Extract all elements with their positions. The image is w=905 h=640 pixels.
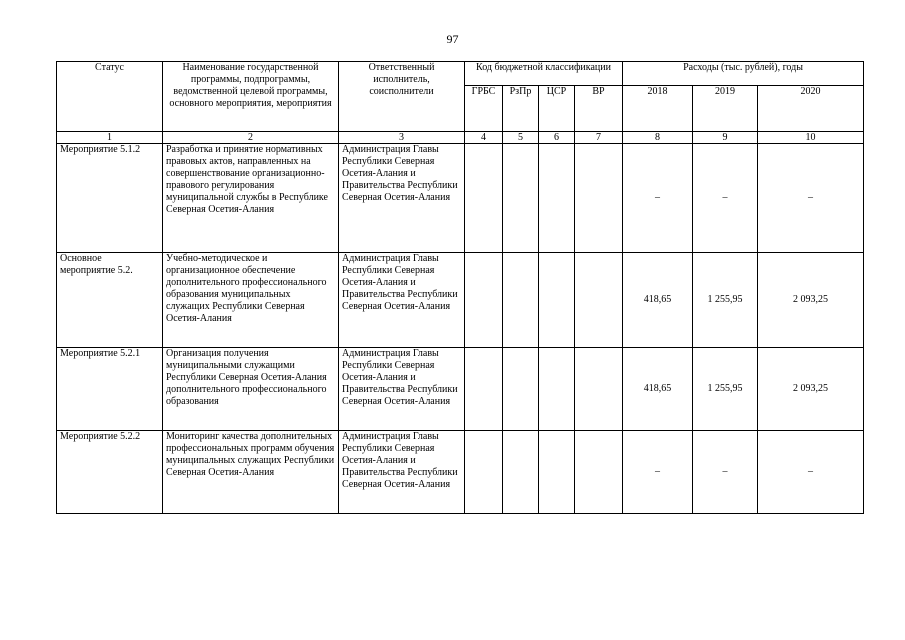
vr-cell (575, 253, 623, 348)
column-number: 10 (758, 132, 864, 144)
header-expenses: Расходы (тыс. рублей), годы (623, 62, 864, 86)
expense-2019-cell: – (693, 431, 758, 514)
expense-2020-cell: – (758, 144, 864, 253)
table-header (57, 62, 864, 132)
expense-2018-cell: 418,65 (623, 253, 693, 348)
header-vr: ВР (575, 86, 623, 132)
page-number: 97 (446, 32, 459, 46)
vr-cell (575, 431, 623, 514)
column-number: 1 (57, 132, 163, 144)
status-cell: Мероприятие 5.1.2 (57, 144, 163, 253)
header-name: Наименование государственной программы, подпрограммы, ведомственной целевой программы, основного мероприятия, мероприятия (163, 62, 339, 132)
executor-cell: Администрация Главы Республики Северная Осетия-Алания и Правительства Республики Северная Осетия-Алания (339, 348, 465, 431)
column-number: 2 (163, 132, 339, 144)
name-cell: Организация получения муниципальными служащими Республики Северная Осетия-Алания дополнительного профессионального образования (163, 348, 339, 431)
table-row (57, 348, 864, 431)
expense-2019-cell: 1 255,95 (693, 348, 758, 431)
expense-2019-cell: – (693, 144, 758, 253)
executor-cell: Администрация Главы Республики Северная Осетия-Алания и Правительства Республики Северная Осетия-Алания (339, 253, 465, 348)
csr-cell (539, 144, 575, 253)
header-grbs: ГРБС (465, 86, 503, 132)
header-status: Статус (57, 62, 163, 132)
header-year-2020: 2020 (758, 86, 864, 132)
header-year-2019: 2019 (693, 86, 758, 132)
column-number: 8 (623, 132, 693, 144)
rzpr-cell (503, 144, 539, 253)
csr-cell (539, 253, 575, 348)
expense-2020-cell: 2 093,25 (758, 348, 864, 431)
expense-2020-cell: 2 093,25 (758, 253, 864, 348)
status-cell: Мероприятие 5.2.1 (57, 348, 163, 431)
grbs-cell (465, 348, 503, 431)
rzpr-cell (503, 348, 539, 431)
table-row (57, 144, 864, 253)
column-number: 9 (693, 132, 758, 144)
executor-cell: Администрация Главы Республики Северная Осетия-Алания и Правительства Республики Северная Осетия-Алания (339, 431, 465, 514)
header-executor: Ответственный исполнитель, соисполнители (339, 62, 465, 132)
status-cell: Мероприятие 5.2.2 (57, 431, 163, 514)
name-cell: Мониторинг качества дополнительных профессиональных программ обучения муниципальных служащих Республики Северная Осетия-Алания (163, 431, 339, 514)
rzpr-cell (503, 431, 539, 514)
grbs-cell (465, 431, 503, 514)
status-cell: Основное мероприятие 5.2. (57, 253, 163, 348)
vr-cell (575, 144, 623, 253)
rzpr-cell (503, 253, 539, 348)
name-cell: Разработка и принятие нормативных правовых актов, направленных на совершенствование организационно-правового регулирования муниципальной службы в Республике Северная Осетия-Алания (163, 144, 339, 253)
csr-cell (539, 348, 575, 431)
header-csr: ЦСР (539, 86, 575, 132)
header-year-2018: 2018 (623, 86, 693, 132)
table-row (57, 253, 864, 348)
column-number: 5 (503, 132, 539, 144)
expense-2018-cell: – (623, 431, 693, 514)
header-budget-code: Код бюджетной классификации (465, 62, 623, 86)
column-number: 4 (465, 132, 503, 144)
budget-table (56, 61, 864, 514)
column-number-row (57, 132, 864, 144)
table-row (57, 431, 864, 514)
executor-cell: Администрация Главы Республики Северная Осетия-Алания и Правительства Республики Северная Осетия-Алания (339, 144, 465, 253)
vr-cell (575, 348, 623, 431)
name-cell: Учебно-методическое и организационное обеспечение дополнительного профессионального образования муниципальных служащих Республики Северная Осетия-Алания (163, 253, 339, 348)
grbs-cell (465, 144, 503, 253)
expense-2018-cell: 418,65 (623, 348, 693, 431)
expense-2018-cell: – (623, 144, 693, 253)
expense-2019-cell: 1 255,95 (693, 253, 758, 348)
expense-2020-cell: – (758, 431, 864, 514)
grbs-cell (465, 253, 503, 348)
header-rzpr: РзПр (503, 86, 539, 132)
column-number: 3 (339, 132, 465, 144)
column-number: 6 (539, 132, 575, 144)
column-number: 7 (575, 132, 623, 144)
csr-cell (539, 431, 575, 514)
